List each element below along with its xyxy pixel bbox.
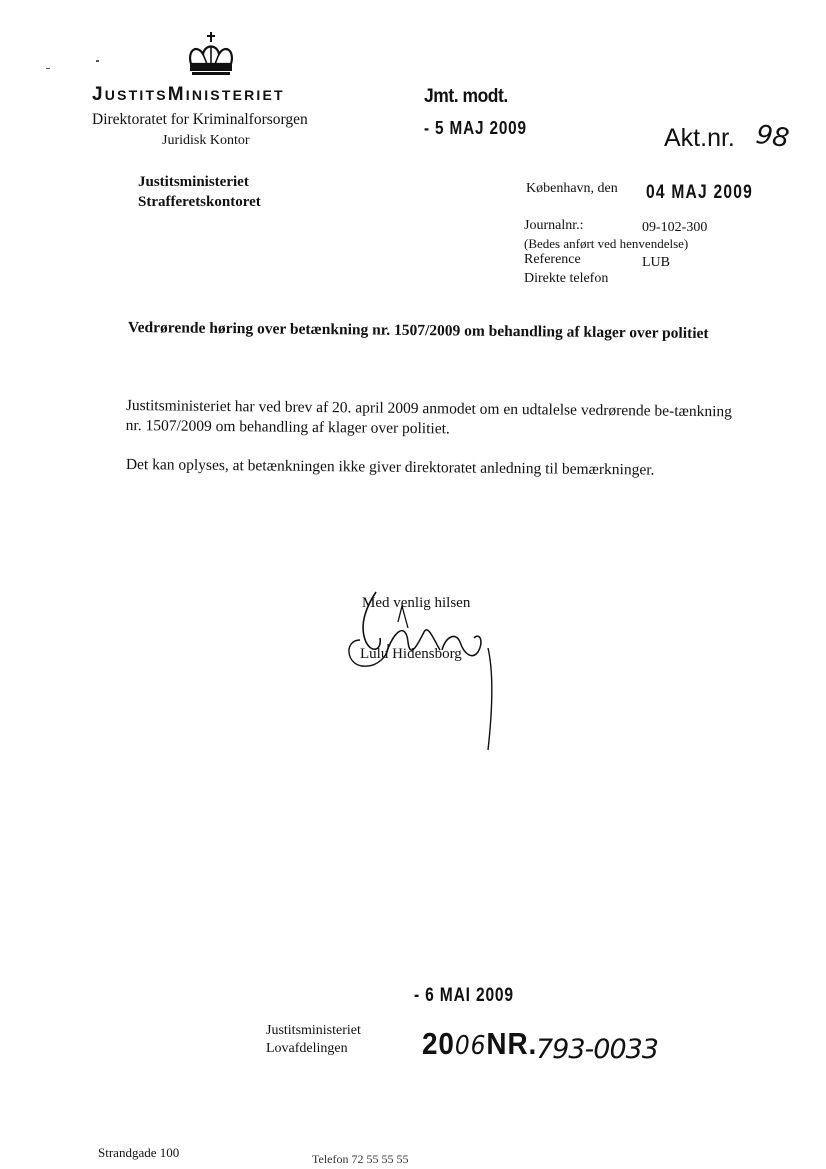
place-date-label: København, den bbox=[526, 181, 618, 196]
received-stamp-date-2: - 6 MAI 2009 bbox=[414, 985, 514, 1006]
subject-line: Vedrørende høring over betænkning nr. 1507/2009 om behandling af klager over politiet bbox=[127, 318, 709, 343]
journal-stamp-nr: NR. bbox=[486, 1026, 538, 1061]
scan-speck bbox=[96, 60, 99, 62]
closing-greeting: Med venlig hilsen bbox=[362, 595, 471, 611]
reference-label: Reference bbox=[524, 252, 581, 267]
journal-stamp bbox=[422, 1026, 537, 1062]
received-stamp-date: - 5 MAJ 2009 bbox=[424, 118, 527, 138]
letter-date: 04 MAJ 2009 bbox=[646, 182, 754, 203]
akt-label: Akt.nr. bbox=[664, 124, 735, 152]
recipient-block bbox=[138, 172, 261, 212]
scan-speck bbox=[46, 68, 50, 69]
department-line1: Justitsministeriet bbox=[266, 1023, 361, 1038]
recipient-line1: Justitsministeriet bbox=[138, 174, 249, 190]
journal-stamp-number: 793-0033 bbox=[536, 1034, 658, 1065]
akt-number: 98 bbox=[754, 119, 792, 155]
journal-stamp-year: 06 bbox=[454, 1031, 487, 1061]
directorate-name: Direktoratet for Kriminalforsorgen bbox=[92, 111, 308, 128]
footer-phone: Telefon 72 55 55 55 bbox=[312, 1152, 409, 1166]
ministry-name: JUSTITSMINISTERIET bbox=[92, 84, 285, 105]
journal-value: 09-102-300 bbox=[642, 220, 708, 235]
journal-label: Journalnr.: bbox=[524, 218, 584, 233]
body-paragraph-1: Justitsministeriet har ved brev af 20. april 2009 anmodet om en udtalelse vedrørende be-tænkning nr. 1507/2009 om behandling af klager over politiet. bbox=[125, 396, 733, 438]
recipient-line2: Strafferetskontoret bbox=[138, 194, 261, 210]
handwritten-signature bbox=[338, 584, 508, 759]
direct-phone-label: Direkte telefon bbox=[524, 271, 609, 286]
department-block bbox=[266, 1022, 361, 1058]
signer-name: Lulu Hidensborg bbox=[360, 646, 462, 662]
crown-logo-icon bbox=[185, 30, 237, 78]
department-line2: Lovafdelingen bbox=[266, 1041, 348, 1056]
journal-stamp-printed: 20 bbox=[422, 1026, 455, 1061]
received-stamp-label: Jmt. modt. bbox=[424, 86, 508, 107]
journal-note: (Bedes anført ved henvendelse) bbox=[524, 236, 689, 251]
office-name: Juridisk Kontor bbox=[162, 133, 250, 148]
footer-address: Strandgade 100 bbox=[98, 1145, 180, 1160]
reference-value: LUB bbox=[642, 255, 670, 270]
body-paragraph-2: Det kan oplyses, at betænkningen ikke giver direktoratet anledning til bemærkninger. bbox=[125, 455, 655, 479]
